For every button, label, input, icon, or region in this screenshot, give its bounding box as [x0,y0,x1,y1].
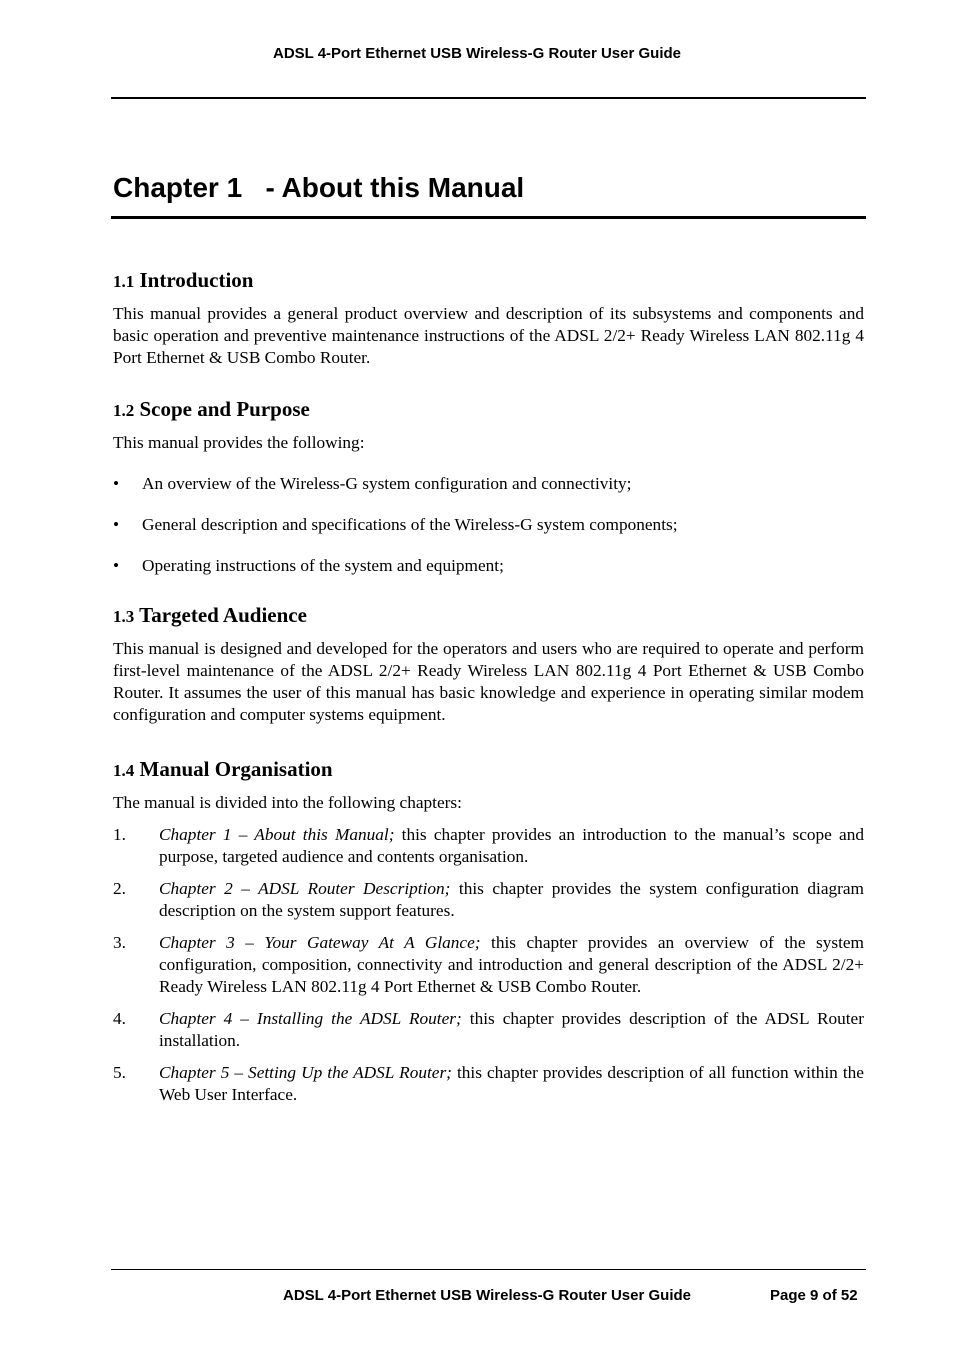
section-scope [113,393,864,577]
running-header: ADSL 4-Port Ethernet USB Wireless-G Router User Guide [272,45,681,62]
section-organisation [113,753,864,1106]
header-rule [111,97,866,99]
chapter-reference: Chapter 3 – Your Gateway At A Glance; [159,933,481,952]
paragraph: This manual provides the following: [113,433,365,452]
section-number: 1.3 [113,607,135,626]
chapter-reference: Chapter 2 – ADSL Router Description; [159,879,451,898]
section-title: Targeted Audience [139,603,307,627]
chapter-reference: Chapter 5 – Setting Up the ADSL Router; [159,1063,452,1082]
section-title: Manual Organisation [139,757,333,781]
running-footer [283,1287,858,1304]
section-number: 1.4 [113,761,135,780]
chapter-rule [111,216,866,219]
list-item: • Operating instructions of the system and equipment; [113,556,504,575]
section-title: Introduction [139,268,254,292]
chapter-title: Chapter 1 - About this Manual [113,172,525,203]
bullet-list [113,473,864,577]
section-title: Scope and Purpose [139,397,310,421]
list-item: 1. Chapter 1 – About this Manual; this chapter provides an introduction to the manual’s scope and purpose, targeted audience and contents organisation. [113,825,864,866]
list-item: 3. Chapter 3 – Your Gateway At A Glance; this chapter provides an overview of the system configuration, composition, connectivity and introduction and general description of the ADSL 2/2+ Ready Wireless LAN 802.11g 4 Port Ethernet & USB Combo Router. [113,933,864,996]
paragraph: This manual is designed and developed for the operators and users who are required to operate and perform first-level maintenance of the ADSL 2/2+ Ready Wireless LAN 802.11g 4 Port Ethernet & USB Combo Router. It assumes the user of this manual has basic knowledge and experience in operating similar modem configuration and computer systems equipment. [113,639,864,724]
list-item: • General description and specifications of the Wireless-G system components; [113,515,678,534]
list-item: 4. Chapter 4 – Installing the ADSL Router; this chapter provides description of the ADSL Router installation. [113,1009,864,1050]
bullet-icon: • [113,515,120,534]
paragraph: The manual is divided into the following chapters: [113,793,462,812]
section-heading [113,753,864,787]
chapter-list [113,824,864,1106]
paragraph: This manual provides a general product overview and description of its subsystems and components and basic operation and preventive maintenance instructions of the ADSL 2/2+ Ready Wireless LAN 802.11g 4 Port Ethernet & USB Combo Router. [113,304,864,367]
section-number: 1.1 [113,272,135,291]
section-introduction [113,264,864,369]
footer-title: ADSL 4-Port Ethernet USB Wireless-G Router User Guide [283,1287,692,1304]
section-heading [113,393,864,427]
footer-rule [111,1269,866,1270]
bullet-icon: • [113,474,120,493]
list-item: 2. Chapter 2 – ADSL Router Description; this chapter provides the system configuration diagram description on the system support features. [113,879,864,920]
list-item: • An overview of the Wireless-G system configuration and connectivity; [113,474,632,493]
bullet-icon: • [113,556,120,575]
chapter-reference: Chapter 1 – About this Manual; [159,825,395,844]
list-item: 5. Chapter 5 – Setting Up the ADSL Router; this chapter provides description of all function within the Web User Interface. [113,1063,864,1104]
section-heading [113,264,864,298]
chapter-reference: Chapter 4 – Installing the ADSL Router; [159,1009,462,1028]
section-heading [113,599,864,633]
page-number: Page 9 of 52 [770,1287,858,1304]
content [113,264,864,1106]
section-audience [113,599,864,726]
section-number: 1.2 [113,401,135,420]
